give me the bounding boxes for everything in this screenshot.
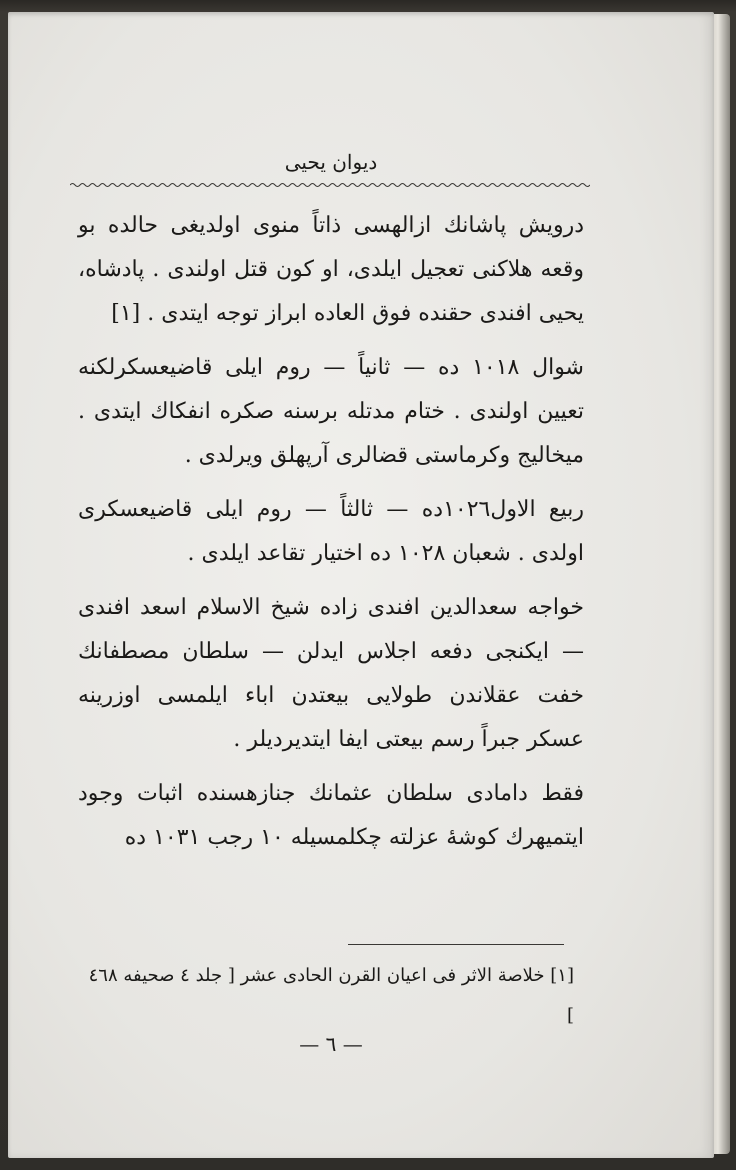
page-number: — ٦ — <box>299 1032 363 1056</box>
book-page <box>8 12 714 1158</box>
header-wavy-rule <box>70 182 590 188</box>
paragraph: ربيع الاول١٠٢٦ده — ثالثاً — روم ايلى قاضيعسكرى اولدى . شعبان ١٠٢٨ ده اختيار تقاعد ايلدى . <box>78 497 584 566</box>
paragraph: شوال ١٠١٨ ده — ثانياً — روم ايلى قاضيعسكرلكنه تعيين اولندى . ختام مدتله برسنه صكره انفكاك ايتدى . ميخاليج وكرماستى قضالرى آرپهلق ويرلدى . <box>78 355 584 468</box>
paragraph: خواجه سعدالدين افندى زاده شيخ الاسلام اسعد افندى — ايكنجى دفعه اجلاس ايدلن — سلطان مصطفانك خفت عقلاندن طولايى بيعتدن اباء ايلمسى اوزرينه عسكر جبراً رسم بيعتى ايفا ايتديرديلر . <box>78 595 584 752</box>
paragraph: فقط دامادى سلطان عثمانك جنازهسنده اثبات وجود ايتميهرك كوشهٔ عزلته چكلمسيله ١٠ رجب ١٠٣١ ده <box>78 781 584 850</box>
footnote: [١] خلاصة الاثر فى اعيان القرن الحادى عشر [ جلد ٤ صحيفه ٤٦٨ ] <box>88 965 574 1026</box>
running-head: ديوان يحيى <box>284 150 378 174</box>
body-text <box>78 204 584 870</box>
paragraph: درويش پاشانك ازالهسى ذاتاً منوى اولديغى حالده بو وقعه هلاكنى تعجيل ايلدى، او كون قتل اولندى . پادشاه، يحيى افندى حقنده فوق العاده ابراز توجه ايتدى . [١] <box>78 213 584 326</box>
footnote-rule <box>348 944 564 945</box>
